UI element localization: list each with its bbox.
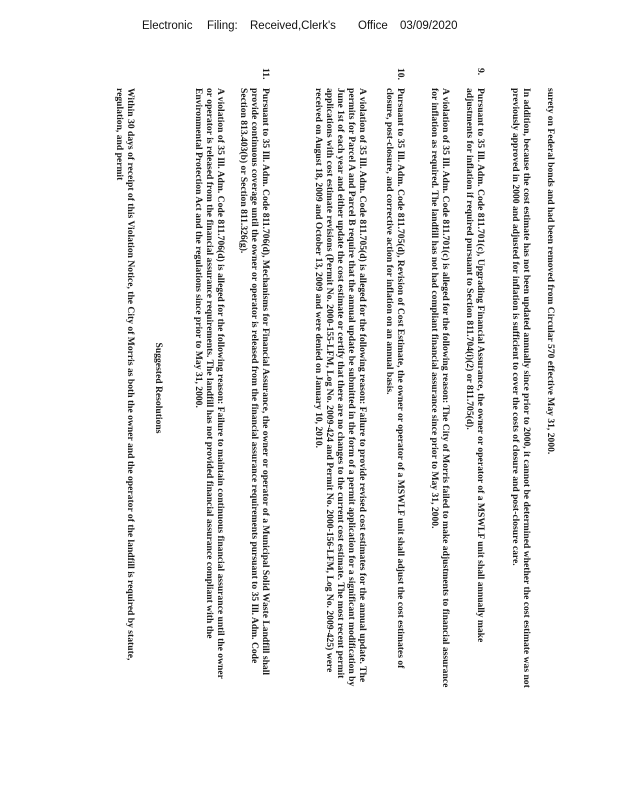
rotated-document-body — [100, 68, 556, 688]
suggested-resolutions-heading: Suggested Resolutions — [153, 342, 164, 434]
header-electronic: Electronic — [142, 20, 193, 32]
item-11-number: 11. — [260, 68, 271, 80]
header-office: Office — [358, 20, 388, 32]
item-9-text: Pursuant to 35 Ill. Adm. Code 811.701(c), Upgrading Financial Assurance, the owner or operator of a MSWLF unit shall annually make adjustments for inflation if required pursuant to Section 811.704(i)(2) or 811.705(d). — [464, 88, 486, 643]
paragraph-surety: surety on Federal bonds and had been removed from Circular 570 effective May 31, 2000. — [545, 88, 556, 455]
paragraph-within-30-days: Within 30 days of receipt of this Violation Notice, the City of Morris as both the owner and the operator of the landfill is required by statute, regulation, and permit — [114, 88, 136, 661]
paragraph-cost-estimate: In addition, because the cost estimate has not been updated annually since prior to 2000, it cannot be determined whether the cost estimate was not previously approved in 2000 and adjusted for inflation is sufficient to cover the costs of closure and post-closure care. — [510, 88, 532, 688]
item-11 — [237, 68, 271, 688]
item-10-number: 10. — [395, 68, 406, 80]
item-9-number: 9. — [475, 68, 486, 76]
item-9-violation: A violation of 35 Ill. Adm. Code 811.701(c) is alleged for the following reason: The City of Morris failed to make adjustments to financial assurance for inflation as required. The landfill has not had compliant financial assurance since prior to May 31, 2000. — [429, 88, 451, 688]
item-11-violation: A violation of 35 Ill. Adm. Code 811.706(d) is alleged for the following reason: Failure to maintain continuous financial assurance until the owner or operator is released from the financial assurance requirements. The landfill has not provided financial assurance compliant with the Environmental Protection Act and the regulations since prior to May 31, 2000. — [193, 88, 226, 679]
item-9 — [463, 68, 486, 688]
item-10-text: Pursuant to 35 Ill. Adm. Code 811.705(d), Revision of Cost Estimate, the owner or operator of a MSWLF unit shall adjust the cost estimates of closure, post-closure, and corrective action for inflation on an annual basis. — [384, 88, 406, 669]
item-10 — [383, 68, 406, 688]
item-11-text: Pursuant to 35 Ill. Adm. Code 811.706(d), Mechanisms for Financial Assurance, the owner or operator of a Municipal Solid Waste Landfill shall provide continuous coverage until the owner or operator is released from the financial assurance requirements pursuant to 35 Ill. Adm. Code Section 813.403(b) or Section 811.326(g). — [238, 88, 271, 676]
header-date: 03/09/2020 — [400, 20, 458, 32]
header-received: Received,Clerk's — [250, 20, 336, 32]
header-filing: Filing: — [207, 20, 238, 32]
item-10-violation: A violation of 35 Ill. Adm. Code 811.705(d) is alleged for the following reason: Failure to provide revised cost estimates for the annual update. The permits for Parcel A and Parcel B require that the annual update be submitted in the form of a permit application for a significant modification by June 1st of each year and either update the cost estimate or certify that there are no changes to the current cost estimate. The most recent permit applications with cost estimate revisions (Permit No. 2000-155-LFM, Log No. 2009-424 and Permit No. 2000-156-LFM, Log No. 2009-425) were received on August 18, 2009 and October 13, 2009 and were denied on January 10, 2010. — [313, 88, 368, 687]
